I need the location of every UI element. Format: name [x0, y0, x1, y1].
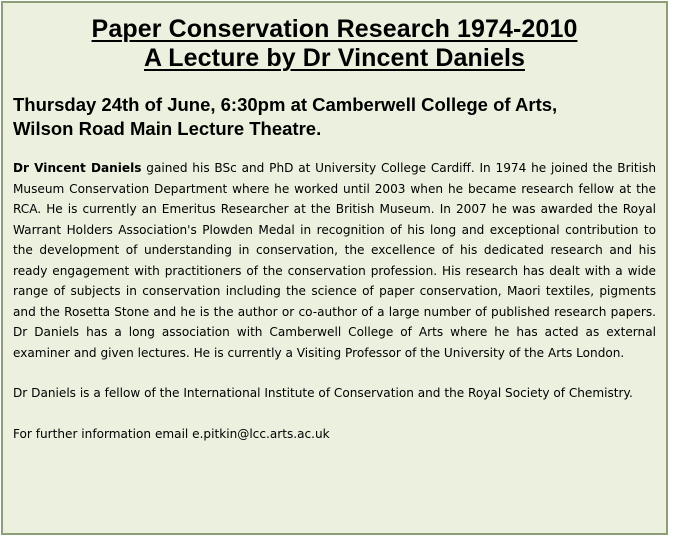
event-line-2: Wilson Road Main Lecture Theatre. — [13, 118, 322, 139]
lecture-flyer — [1, 1, 668, 535]
event-details — [13, 93, 656, 141]
title-line-2: A Lecture by Dr Vincent Daniels — [144, 44, 525, 72]
speaker-name: Dr Vincent Daniels — [13, 161, 142, 175]
bio-paragraph — [13, 158, 656, 363]
event-line-1: Thursday 24th of June, 6:30pm at Camberwell College of Arts, — [13, 94, 558, 115]
fellowship-paragraph: Dr Daniels is a fellow of the International Institute of Conservation and the Royal Society of Chemistry. — [13, 386, 633, 400]
bio-text: gained his BSc and PhD at University College Cardiff. In 1974 he joined the British Museum Conservation Department where he worked until 2003 when he became research fellow at the RCA. He is currently an Emeritus Researcher at the British Museum. In 2007 he was awarded the Royal Warrant Holders Association's Plowden Medal in recognition of his long and exceptional contribution to the development of understanding in conservation, the excellence of his dedicated research and his ready engagement with practitioners of the conservation profession. His research has dealt with a wide range of subjects in conservation including the science of paper conservation, Maori textiles, pigments and the Rosetta Stone and he is the author or co-author of a large number of published research papers. Dr Daniels has a long association with Camberwell College of Arts where he has acted as external examiner and given lectures. He is currently a Visiting Professor of the University of the Arts London. — [13, 161, 656, 360]
title-line-1: Paper Conservation Research 1974-2010 — [91, 15, 578, 43]
page-title — [3, 15, 666, 73]
contact-paragraph: For further information email e.pitkin@lcc.arts.ac.uk — [13, 426, 330, 441]
